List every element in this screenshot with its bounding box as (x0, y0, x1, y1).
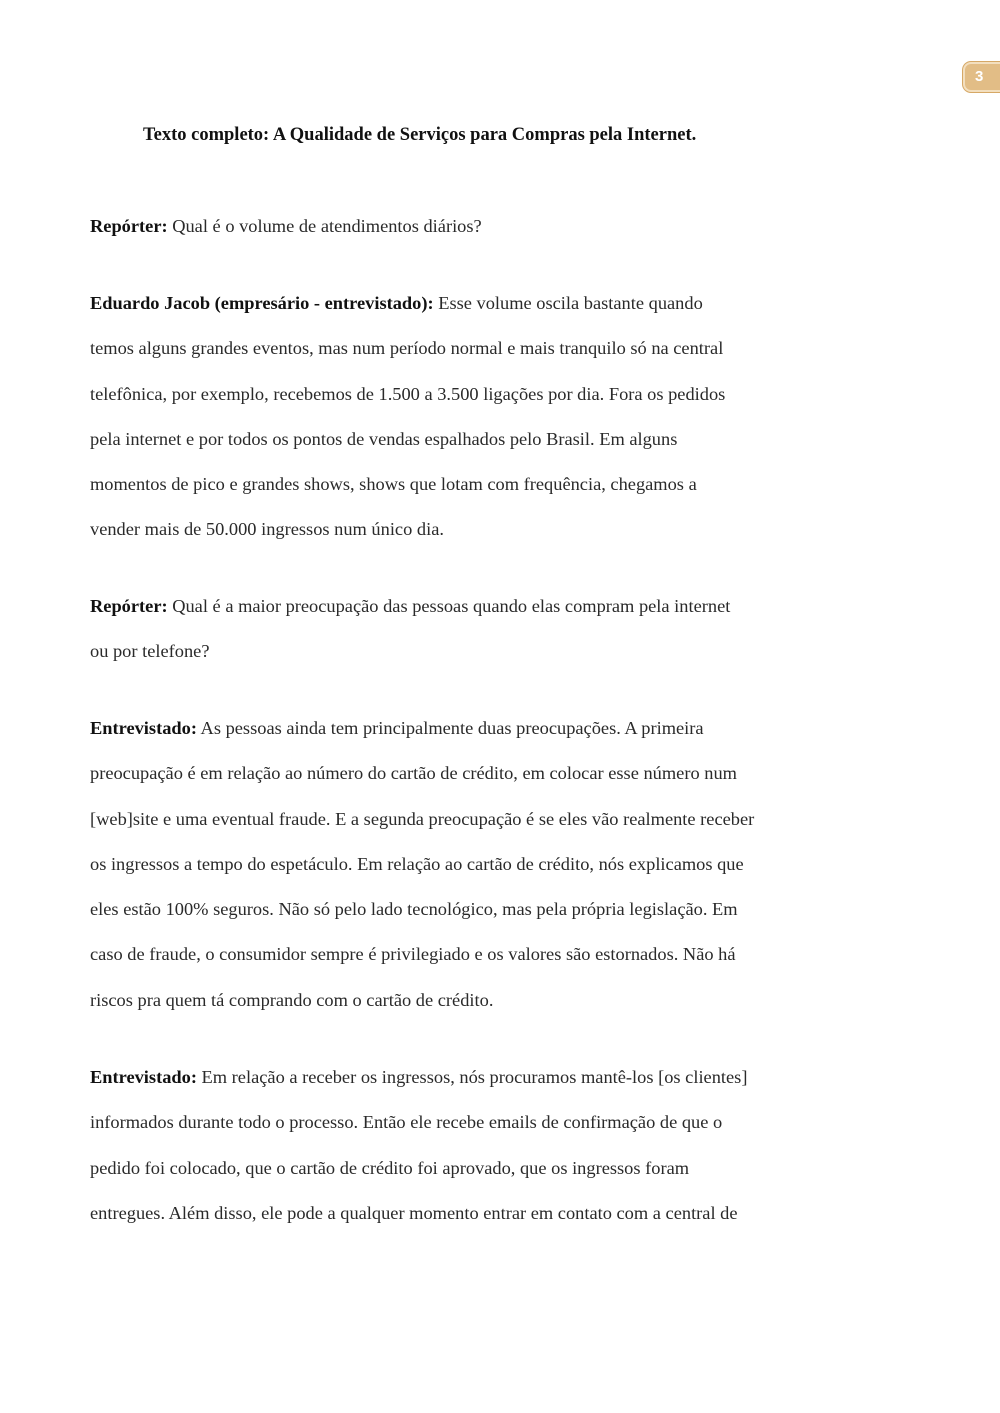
speaker-label: Repórter: (90, 596, 168, 616)
paragraph-eduardo-jacob (90, 293, 810, 565)
paragraph-reporter-1 (90, 216, 810, 261)
text-line: entregues. Além disso, ele pode a qualquer momento entrar em contato com a central de (90, 1202, 738, 1223)
text-line (90, 1067, 810, 1112)
text-line: [web]site e uma eventual fraude. E a segunda preocupação é se eles vão realmente receber (90, 808, 755, 829)
text-line: temos alguns grandes eventos, mas num período normal e mais tranquilo só na central (90, 338, 724, 359)
speaker-label: Eduardo Jacob (empresário - entrevistado): (90, 293, 434, 313)
line-text: Em relação a receber os ingressos, nós procuramos mantê-los [os clientes] (196, 1067, 748, 1087)
page-number-tab: 3 (963, 62, 1000, 92)
text-line: pedido foi colocado, que o cartão de crédito foi aprovado, que os ingressos foram (90, 1157, 690, 1178)
line-text: Esse volume oscila bastante quando (433, 293, 703, 313)
speaker-label: Entrevistado: (90, 718, 197, 738)
text-line: momentos de pico e grandes shows, shows que lotam com frequência, chegamos a (90, 474, 697, 495)
text-line (90, 293, 810, 338)
document-title: Texto completo: A Qualidade de Serviços para Compras pela Internet. (143, 125, 697, 145)
line-text: As pessoas ainda tem principalmente duas preocupações. A primeira (196, 718, 704, 738)
text-line: os ingressos a tempo do espetáculo. Em relação ao cartão de crédito, nós explicamos que (90, 853, 744, 874)
paragraph-entrevistado-1 (90, 718, 810, 1035)
text-line: eles estão 100% seguros. Não só pelo lado tecnológico, mas pela própria legislação. Em (90, 899, 738, 920)
speaker-label: Entrevistado: (90, 1067, 197, 1087)
text-line: telefônica, por exemplo, recebemos de 1.500 a 3.500 ligações por dia. Fora os pedidos (90, 383, 726, 404)
text-line: preocupação é em relação ao número do cartão de crédito, em colocar esse número num (90, 763, 737, 784)
text-line (90, 718, 810, 763)
text-line (90, 596, 810, 641)
speaker-label: Repórter: (90, 216, 168, 236)
text-line (90, 216, 810, 261)
text-line: pela internet e por todos os pontos de vendas espalhados pelo Brasil. Em alguns (90, 428, 678, 449)
text-line: ou por telefone? (90, 641, 210, 662)
text-line: caso de fraude, o consumidor sempre é privilegiado e os valores são estornados. Não há (90, 944, 736, 965)
line-text: Qual é o volume de atendimentos diários? (167, 216, 482, 236)
text-line: riscos pra quem tá comprando com o cartão de crédito. (90, 989, 494, 1010)
text-line: informados durante todo o processo. Então ele recebe emails de confirmação de que o (90, 1112, 723, 1133)
paragraph-reporter-2 (90, 596, 810, 687)
paragraph-entrevistado-2 (90, 1067, 810, 1248)
text-line: vender mais de 50.000 ingressos num único dia. (90, 519, 444, 540)
line-text: Qual é a maior preocupação das pessoas quando elas compram pela internet (167, 596, 731, 616)
